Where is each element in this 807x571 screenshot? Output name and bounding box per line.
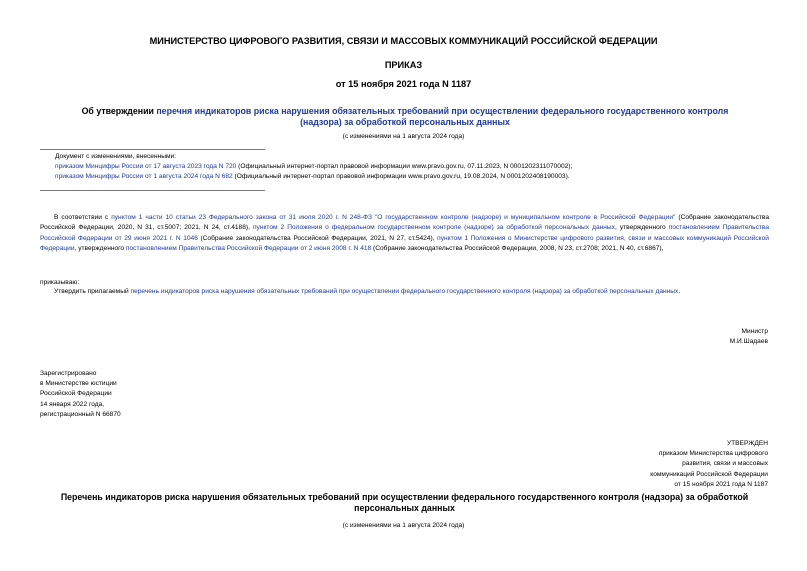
- regulation-link-ministry[interactable]: пунктом 1 Положения о Министерстве цифрового развития, связи и массовых коммуникаций Российской Федерации: [40, 234, 769, 253]
- resolution-link-418[interactable]: постановлением Правительства Российской Федерации от 2 июня 2008 г. N 418: [125, 245, 372, 253]
- preamble-paragraph: В соответствии с пунктом 1 части 10 статьи 23 Федерального закона от 31 июля 2020 г. N 248-ФЗ "О государственном контроле (надзоре) и муниципальном контроле в Российской Федерации" (Собрание законодательства Российской Федерации, 2020, N 31, ст.5007; 2021, N 24, ст.4188), пунктом 2 Положения о федеральном государственном контроле (надзоре) за обработкой персональных данных, утвержденного постановлением Правительства Российской Федерации от 29 июня 2021 г. N 1046 (Собрание законодательства Российской Федерации, 2021, N 27, ст.5424), пунктом 1 Положения о Министерстве цифрового развития, связи и массовых коммуникаций Российской Федерации, утвержденного постановлением Правительства Российской Федерации от 2 июня 2008 г. N 418 (Собрание законодательства Российской Федерации, 2008, N 23, ст.2708; 2021, N 40, ст.6867),: [40, 214, 769, 253]
- title-edition: (с изменениями на 1 августа 2024 года): [342, 133, 465, 140]
- changes-item: приказом Минцифры России от 17 августа 2023 года N 720 (Официальный интернет-портал правовой информации www.pravo.gov.ru, 07.11.2023, N 0001202311070002);: [55, 163, 573, 171]
- signature-block: [730, 327, 768, 347]
- document-type: ПРИКАЗ: [384, 60, 423, 70]
- change-link-2[interactable]: приказом Минцифры России от 1 августа 2024 года N 682: [55, 173, 233, 181]
- changes-bottom-rule: [40, 190, 265, 191]
- law-link-248fz[interactable]: пунктом 1 части 10 статьи 23 Федерального закона от 31 июля 2020 г. N 248-ФЗ "О государственном контроле (надзоре) и муниципальном контроле в Российской Федерации": [111, 214, 676, 221]
- change-link-1[interactable]: приказом Минцифры России от 17 августа 2023 года N 720: [55, 163, 237, 171]
- changes-label: Документ с изменениями, внесенными:: [55, 153, 177, 160]
- order-paragraph: Утвердить прилагаемый перечень индикаторов риска нарушения обязательных требований при осуществлении федерального государственного контроля (надзора) за обработкой персональных данных.: [54, 288, 681, 295]
- document-date: от 15 ноября 2021 года N 1187: [335, 79, 472, 89]
- title-link[interactable]: перечня индикаторов риска нарушения обязательных требований при осуществлении федерального государственного контроля (надзора) за обработкой персональных данных: [156, 106, 729, 127]
- title-prefix: Об утверждении: [81, 106, 157, 116]
- minister-name: М.И.Шадаев: [729, 338, 768, 346]
- approved-list-link[interactable]: перечень индикаторов риска нарушения обязательных требований при осуществлении федерального государственного контроля (надзора) за обработкой персональных данных: [130, 288, 679, 295]
- document-title: [80, 106, 730, 128]
- changes-top-rule: [40, 149, 265, 150]
- changes-block: [55, 152, 775, 183]
- resolution-link-1046[interactable]: постановлением Правительства Российской Федерации от 29 июня 2021 г. N 1046: [40, 224, 769, 242]
- ministry-name: МИНИСТЕРСТВО ЦИФРОВОГО РАЗВИТИЯ, СВЯЗИ И МАССОВЫХ КОММУНИКАЦИЙ РОССИЙСКОЙ ФЕДЕРАЦИИ: [149, 36, 658, 46]
- registration-block: Зарегистрировано в Министерстве юстиции Российской Федерации 14 января 2022 года, регистрационный N 66870: [40, 370, 121, 418]
- minister-position: Министр: [741, 328, 768, 335]
- order-word: приказываю:: [40, 279, 80, 286]
- list-edition: (с изменениями на 1 августа 2024 года): [342, 522, 465, 529]
- changes-item: приказом Минцифры России от 1 августа 2024 года N 682 (Официальный интернет-портал правовой информации www.pravo.gov.ru, 19.08.2024, N 0001202408190003).: [55, 173, 570, 181]
- approval-block: УТВЕРЖДЕН приказом Министерства цифрового развития, связи и массовых коммуникаций Российской Федерации от 15 ноября 2021 года N 1187: [650, 440, 768, 488]
- list-title: Перечень индикаторов риска нарушения обязательных требований при осуществлении федерального государственного контроля (надзора) за обработкой персональных данных: [60, 492, 749, 513]
- regulation-link-point2[interactable]: пунктом 2 Положения о федеральном государственном контроле (надзоре) за обработкой персональных данных: [252, 224, 615, 232]
